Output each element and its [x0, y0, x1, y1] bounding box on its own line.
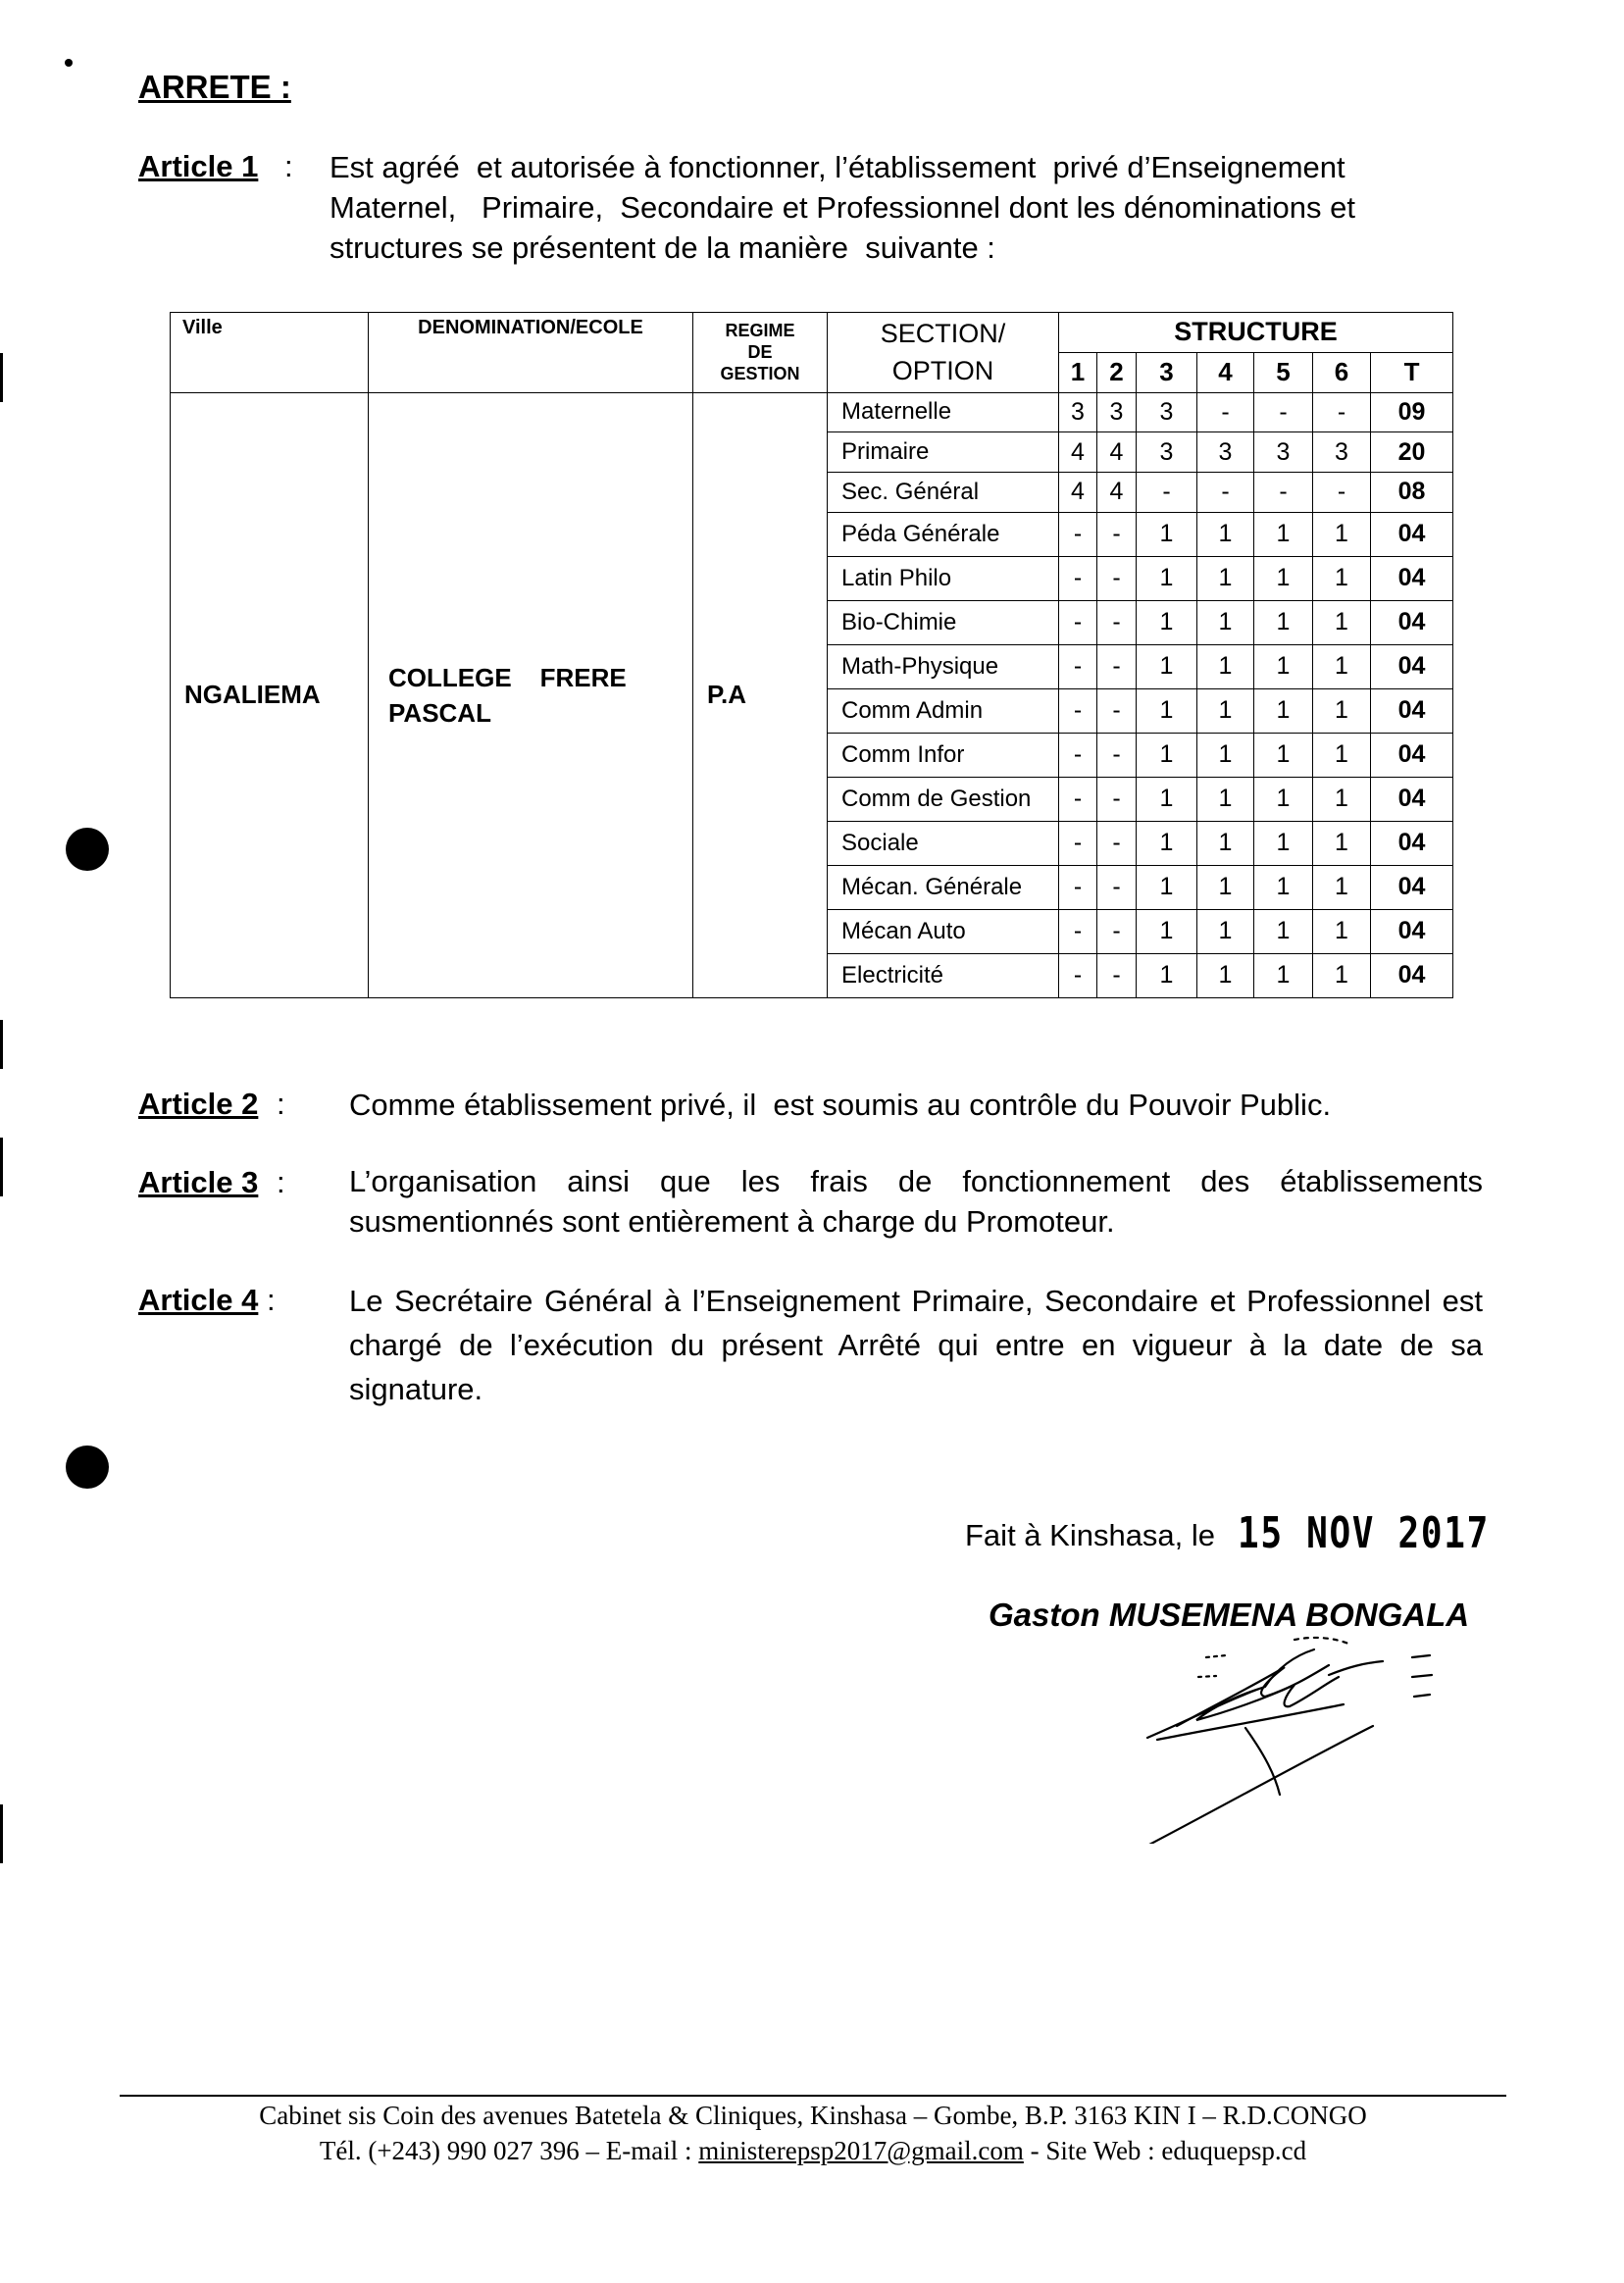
page-heading: ARRETE :: [138, 69, 291, 105]
cell-ville: NGALIEMA: [171, 392, 369, 998]
cell-value: 1: [1197, 953, 1254, 997]
header-ville: Ville: [171, 313, 369, 393]
cell-value: -: [1059, 909, 1097, 953]
signature-place: Fait à Kinshasa, le: [965, 1518, 1216, 1552]
article-3-label: Article 3: [138, 1165, 259, 1199]
cell-value: 3: [1059, 392, 1097, 432]
table-header-row: [171, 313, 1453, 353]
cell-value: 1: [1313, 865, 1371, 909]
cell-value: 1: [1313, 644, 1371, 688]
cell-value: 1: [1313, 909, 1371, 953]
cell-total: 09: [1371, 392, 1453, 432]
cell-value: -: [1097, 644, 1137, 688]
cell-value: -: [1059, 556, 1097, 600]
cell-value: 1: [1137, 865, 1197, 909]
cell-total: 08: [1371, 473, 1453, 513]
footer-website: - Site Web : eduquepsp.cd: [1023, 2136, 1307, 2165]
cell-denomination: [369, 392, 693, 998]
header-section-line: SECTION/: [880, 319, 1006, 349]
cell-section: Math-Physique: [828, 644, 1059, 688]
header-regime-line: DE: [747, 342, 773, 363]
cell-value: 4: [1097, 473, 1137, 513]
cell-value: -: [1097, 556, 1137, 600]
cell-value: -: [1313, 392, 1371, 432]
footer-divider: [120, 2095, 1506, 2097]
cell-value: 1: [1254, 865, 1313, 909]
cell-section: Péda Générale: [828, 512, 1059, 556]
cell-total: 04: [1371, 556, 1453, 600]
cell-value: 4: [1059, 473, 1097, 513]
cell-value: 4: [1059, 432, 1097, 473]
cell-section: Sociale: [828, 821, 1059, 865]
header-column: 3: [1137, 352, 1197, 392]
article-4-text: [349, 1279, 1483, 1411]
article-1-text: [330, 147, 1432, 268]
article-4-line: chargé de l’exécution du présent Arrêté qui entre en vigueur à la date de sa: [349, 1328, 1483, 1362]
cell-value: -: [1059, 600, 1097, 644]
cell-value: 1: [1254, 512, 1313, 556]
cell-value: 1: [1197, 600, 1254, 644]
punch-hole: [66, 828, 109, 871]
cell-section: Comm Infor: [828, 733, 1059, 777]
header-section: [828, 313, 1059, 393]
cell-total: 20: [1371, 432, 1453, 473]
cell-section: Mécan Auto: [828, 909, 1059, 953]
cell-value: 3: [1137, 432, 1197, 473]
cell-value: 1: [1313, 556, 1371, 600]
cell-section: Mécan. Générale: [828, 865, 1059, 909]
cell-total: 04: [1371, 512, 1453, 556]
cell-value: 1: [1137, 688, 1197, 733]
cell-regime: P.A: [693, 392, 828, 998]
header-column: 4: [1197, 352, 1254, 392]
punch-hole: [66, 1446, 109, 1489]
cell-value: -: [1059, 733, 1097, 777]
cell-value: 1: [1254, 688, 1313, 733]
cell-value: -: [1197, 392, 1254, 432]
cell-value: 3: [1313, 432, 1371, 473]
cell-value: -: [1137, 473, 1197, 513]
signatory-name: Gaston MUSEMENA BONGALA: [989, 1597, 1470, 1633]
cell-value: 1: [1137, 644, 1197, 688]
footer-phone: Tél. (+243) 990 027 396 – E-mail :: [319, 2136, 699, 2165]
article-1-line: Maternel, Primaire, Secondaire et Professionnel dont les dénominations et: [330, 190, 1355, 225]
cell-value: -: [1097, 600, 1137, 644]
article-3-line: susmentionnés sont entièrement à charge du Promoteur.: [349, 1204, 1115, 1239]
header-denomination: DENOMINATION/ECOLE: [369, 313, 693, 393]
cell-value: 1: [1254, 556, 1313, 600]
cell-total: 04: [1371, 909, 1453, 953]
header-column: 5: [1254, 352, 1313, 392]
article-4-label: Article 4: [138, 1283, 259, 1317]
cell-value: -: [1097, 909, 1137, 953]
cell-section: Latin Philo: [828, 556, 1059, 600]
cell-value: 1: [1137, 556, 1197, 600]
header-regime: [693, 313, 828, 393]
article-1-colon: :: [284, 149, 293, 183]
cell-section: Comm Admin: [828, 688, 1059, 733]
header-regime-line: GESTION: [720, 364, 800, 384]
cell-value: 1: [1197, 733, 1254, 777]
header-column: 1: [1059, 352, 1097, 392]
cell-value: 1: [1313, 953, 1371, 997]
cell-value: 1: [1197, 821, 1254, 865]
scan-mark: [65, 59, 73, 67]
cell-value: -: [1059, 953, 1097, 997]
article-4-colon: :: [267, 1283, 276, 1317]
cell-value: -: [1059, 688, 1097, 733]
cell-value: 1: [1137, 512, 1197, 556]
cell-value: 1: [1197, 556, 1254, 600]
cell-value: -: [1097, 688, 1137, 733]
cell-section: Comm de Gestion: [828, 777, 1059, 821]
cell-value: -: [1197, 473, 1254, 513]
cell-value: 1: [1254, 777, 1313, 821]
cell-value: -: [1313, 473, 1371, 513]
article-4-line: signature.: [349, 1372, 483, 1406]
cell-denomination-line: COLLEGE FRERE: [388, 662, 627, 692]
signature-date-stamp: 15 NOV 2017: [1238, 1508, 1490, 1558]
header-structure: STRUCTURE: [1059, 313, 1453, 353]
scan-edge-mark: [0, 1804, 3, 1863]
cell-total: 04: [1371, 733, 1453, 777]
cell-value: 1: [1197, 644, 1254, 688]
cell-value: 1: [1197, 777, 1254, 821]
header-column: T: [1371, 352, 1453, 392]
cell-value: 1: [1254, 733, 1313, 777]
footer-email-link[interactable]: ministerepsp2017@gmail.com: [698, 2136, 1024, 2165]
article-3-colon: :: [277, 1165, 285, 1199]
cell-value: 1: [1313, 600, 1371, 644]
cell-value: -: [1097, 733, 1137, 777]
cell-total: 04: [1371, 821, 1453, 865]
cell-value: 1: [1197, 865, 1254, 909]
cell-value: 1: [1197, 909, 1254, 953]
cell-value: 1: [1254, 600, 1313, 644]
cell-value: 4: [1097, 432, 1137, 473]
cell-value: 1: [1254, 821, 1313, 865]
cell-value: 3: [1254, 432, 1313, 473]
cell-value: 3: [1097, 392, 1137, 432]
cell-value: -: [1059, 821, 1097, 865]
cell-section: Electricité: [828, 953, 1059, 997]
cell-total: 04: [1371, 865, 1453, 909]
footer-address: Cabinet sis Coin des avenues Batetela & Cliniques, Kinshasa – Gombe, B.P. 3163 KIN I – R.D.CONGO: [259, 2101, 1367, 2130]
cell-value: 1: [1137, 953, 1197, 997]
footer-contact: [120, 2136, 1506, 2166]
handwritten-signature: [1118, 1628, 1491, 1844]
cell-value: -: [1059, 865, 1097, 909]
cell-value: -: [1059, 644, 1097, 688]
cell-value: -: [1254, 473, 1313, 513]
scan-edge-mark: [0, 1138, 3, 1196]
cell-total: 04: [1371, 600, 1453, 644]
cell-value: -: [1097, 512, 1137, 556]
article-1-label: Article 1: [138, 149, 259, 183]
scan-edge-mark: [0, 1020, 3, 1069]
cell-value: 1: [1197, 688, 1254, 733]
header-section-line: OPTION: [891, 356, 994, 386]
cell-value: 3: [1197, 432, 1254, 473]
article-3-text: [349, 1161, 1483, 1242]
cell-value: 1: [1137, 821, 1197, 865]
cell-denomination-line: PASCAL: [388, 697, 491, 728]
cell-value: 1: [1137, 909, 1197, 953]
header-column: 2: [1097, 352, 1137, 392]
article-4-line: Le Secrétaire Général à l’Enseignement Primaire, Secondaire et Professionnel est: [349, 1284, 1483, 1318]
article-2-text: Comme établissement privé, il est soumis au contrôle du Pouvoir Public.: [349, 1088, 1332, 1122]
cell-value: -: [1097, 865, 1137, 909]
cell-total: 04: [1371, 953, 1453, 997]
cell-total: 04: [1371, 777, 1453, 821]
cell-value: 1: [1137, 600, 1197, 644]
cell-value: 1: [1254, 909, 1313, 953]
cell-value: -: [1097, 777, 1137, 821]
cell-value: 1: [1137, 733, 1197, 777]
cell-value: 1: [1197, 512, 1254, 556]
cell-value: -: [1254, 392, 1313, 432]
article-2-label: Article 2: [138, 1087, 259, 1121]
cell-section: Bio-Chimie: [828, 600, 1059, 644]
cell-value: 1: [1313, 777, 1371, 821]
header-column: 6: [1313, 352, 1371, 392]
table-body: [171, 392, 1453, 998]
header-regime-line: REGIME: [725, 321, 795, 341]
cell-value: 3: [1137, 392, 1197, 432]
cell-value: 1: [1313, 821, 1371, 865]
cell-value: -: [1097, 821, 1137, 865]
cell-value: 1: [1254, 644, 1313, 688]
scan-edge-mark: [0, 353, 3, 402]
cell-section: Sec. Général: [828, 473, 1059, 513]
cell-value: 1: [1254, 953, 1313, 997]
cell-section: Maternelle: [828, 392, 1059, 432]
cell-total: 04: [1371, 688, 1453, 733]
cell-value: 1: [1313, 733, 1371, 777]
article-3-line: L’organisation ainsi que les frais de fonctionnement des établissements: [349, 1164, 1483, 1198]
cell-value: 1: [1313, 688, 1371, 733]
structure-table: [170, 312, 1453, 998]
cell-value: 1: [1137, 777, 1197, 821]
article-1-line: structures se présentent de la manière suivante :: [330, 230, 995, 265]
cell-section: Primaire: [828, 432, 1059, 473]
article-1-line: Est agréé et autorisée à fonctionner, l’établissement privé d’Enseignement: [330, 150, 1345, 184]
cell-value: -: [1059, 512, 1097, 556]
table-row: [171, 392, 1453, 432]
cell-total: 04: [1371, 644, 1453, 688]
article-2-colon: :: [277, 1087, 285, 1121]
cell-value: -: [1097, 953, 1137, 997]
cell-value: 1: [1313, 512, 1371, 556]
cell-value: -: [1059, 777, 1097, 821]
